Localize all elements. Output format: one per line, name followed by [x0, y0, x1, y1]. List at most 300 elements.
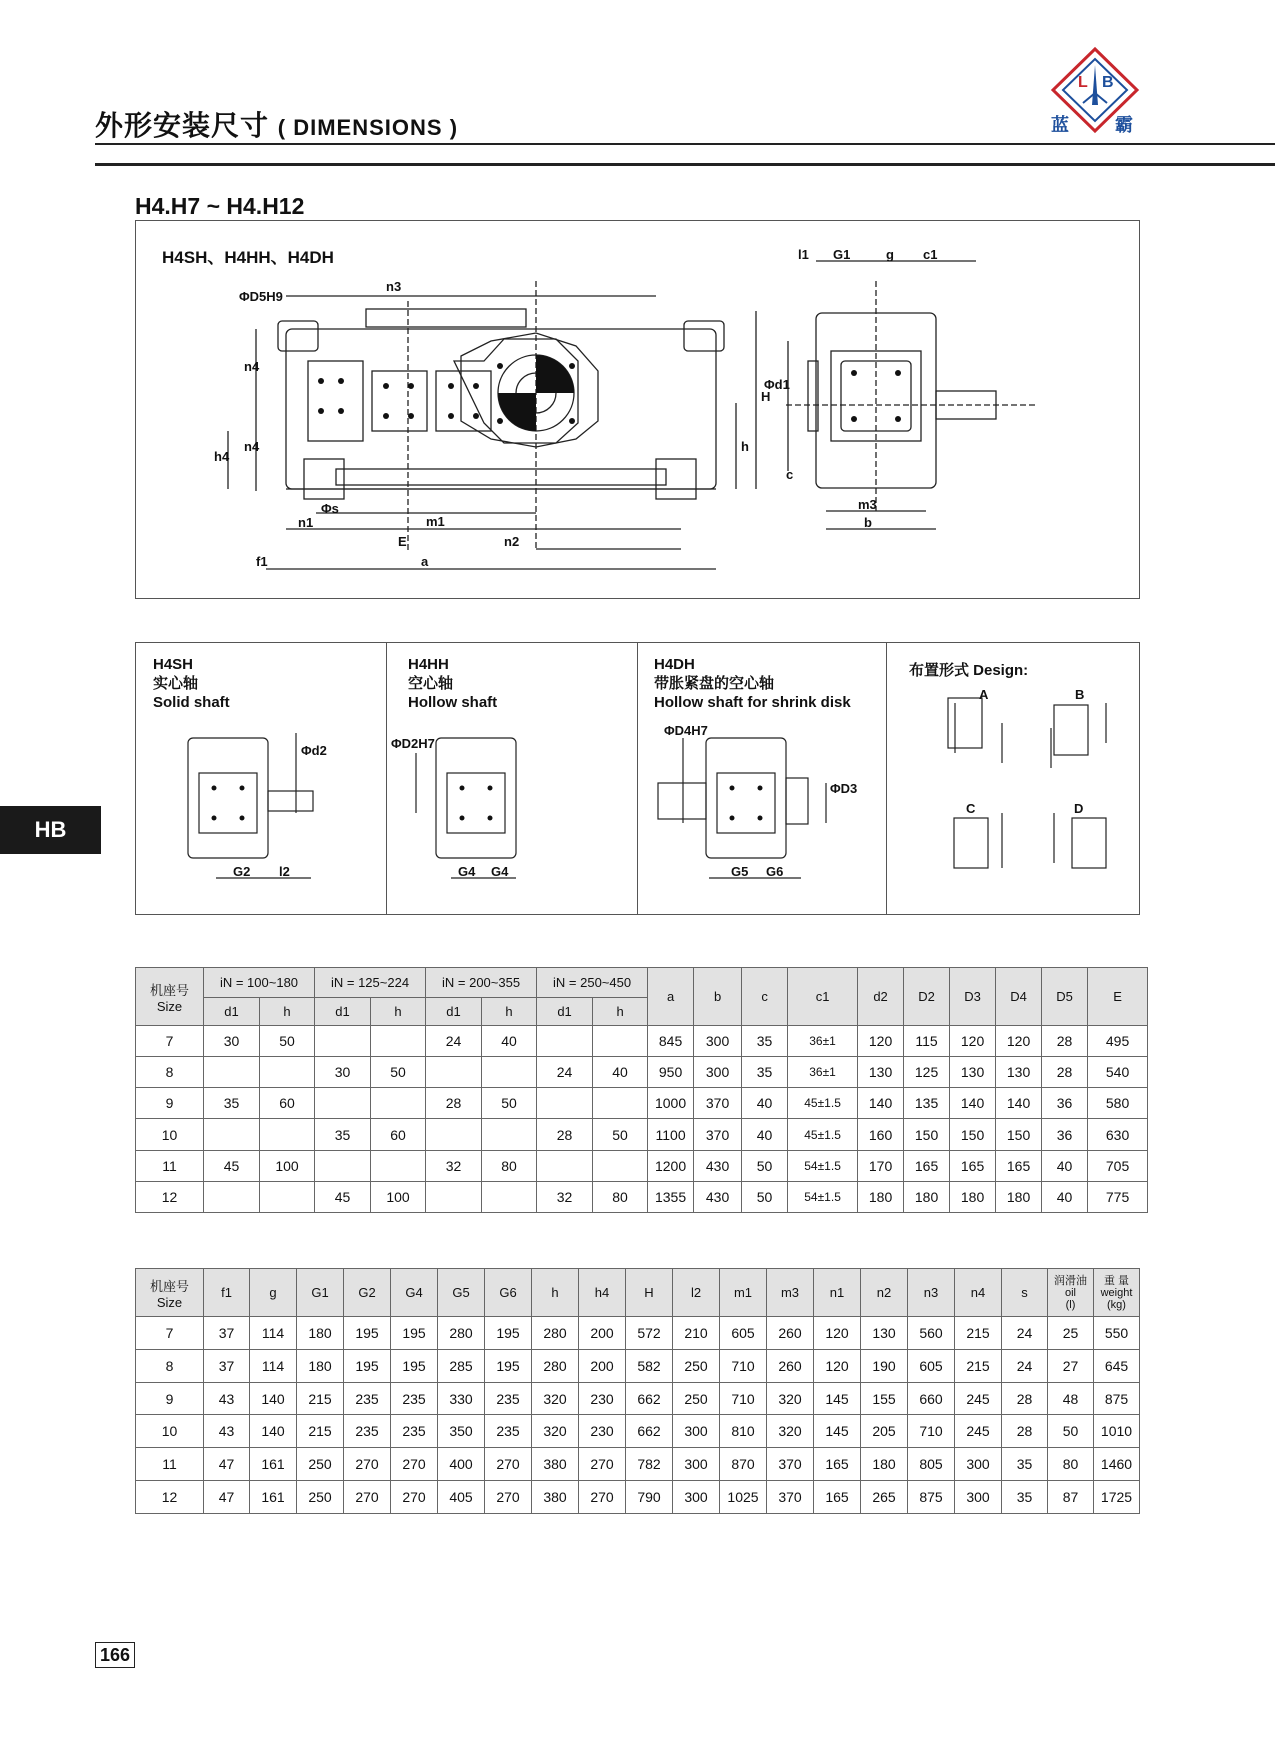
- table-cell: [593, 1088, 648, 1119]
- table-cell: 130: [858, 1057, 904, 1088]
- col-header: G6: [485, 1269, 532, 1317]
- panel-en: Hollow shaft for shrink disk: [654, 694, 851, 711]
- table-cell: 28: [1042, 1026, 1088, 1057]
- dimension-table-1: [135, 967, 1148, 1213]
- panel-cn: 带胀紧盘的空心轴: [654, 675, 775, 692]
- main-drawing: [135, 220, 1140, 599]
- table-cell: 320: [767, 1382, 814, 1415]
- table-cell: 120: [950, 1026, 996, 1057]
- table-cell: 28: [426, 1088, 482, 1119]
- table-cell: 370: [767, 1448, 814, 1481]
- dim-G1: G1: [833, 247, 851, 262]
- dim-D4H7: ΦD4H7: [664, 723, 708, 738]
- table-cell: 180: [996, 1181, 1042, 1212]
- table-row: [136, 1349, 1140, 1382]
- table-cell: 250: [673, 1382, 720, 1415]
- table-cell: 40: [593, 1057, 648, 1088]
- col-header: h4: [579, 1269, 626, 1317]
- table-cell: 32: [537, 1181, 593, 1212]
- table-cell: 875: [908, 1481, 955, 1514]
- dim-h: h: [741, 439, 749, 454]
- table-cell: [426, 1181, 482, 1212]
- drawing-label: H4SH、H4HH、H4DH: [162, 248, 334, 267]
- table-cell: [371, 1088, 426, 1119]
- dim-m3: m3: [858, 497, 877, 512]
- col-header: D4: [996, 968, 1042, 1026]
- table-cell: 170: [858, 1150, 904, 1181]
- table-cell: 380: [532, 1448, 579, 1481]
- table-cell: 260: [767, 1349, 814, 1382]
- table-cell: 28: [1042, 1057, 1088, 1088]
- table-cell: 37: [204, 1317, 250, 1350]
- col-header: n2: [861, 1269, 908, 1317]
- table-cell: [315, 1088, 371, 1119]
- table-cell: 80: [593, 1181, 648, 1212]
- table-cell: 25: [1048, 1317, 1094, 1350]
- table-cell: 235: [344, 1415, 391, 1448]
- col-header: G4: [391, 1269, 438, 1317]
- table-cell: 1460: [1094, 1448, 1140, 1481]
- page-number: 166: [95, 1642, 135, 1668]
- dim-G6: G6: [766, 864, 784, 879]
- header-rule-thin: [95, 143, 1275, 145]
- ratio-group-header: iN = 100~180: [204, 968, 315, 998]
- table-cell: 260: [767, 1317, 814, 1350]
- table-cell: [371, 1150, 426, 1181]
- table-cell: 380: [532, 1481, 579, 1514]
- table-cell: 180: [904, 1181, 950, 1212]
- col-header: f1: [204, 1269, 250, 1317]
- col-header: n1: [814, 1269, 861, 1317]
- table-cell: [537, 1088, 593, 1119]
- table-cell: 605: [908, 1349, 955, 1382]
- gearbox-drawing: [136, 221, 1139, 598]
- table-cell: 270: [391, 1481, 438, 1514]
- panel-design: 布置形式 Design:: [909, 662, 1029, 679]
- table-cell: 280: [438, 1317, 485, 1350]
- table-row: [136, 1317, 1140, 1350]
- table-cell: 50: [482, 1088, 537, 1119]
- table-cell: 215: [955, 1317, 1002, 1350]
- dim-h4: h4: [214, 449, 230, 464]
- dim-D5H9: ΦD5H9: [239, 289, 283, 304]
- dim-d2: Φd2: [301, 743, 327, 758]
- table-cell: 40: [1042, 1181, 1088, 1212]
- table-cell: [315, 1026, 371, 1057]
- svg-text:B: B: [1102, 74, 1114, 91]
- col-header: b: [694, 968, 742, 1026]
- table-cell: 270: [344, 1481, 391, 1514]
- table-cell: 250: [297, 1481, 344, 1514]
- table-1-body: [136, 1026, 1148, 1213]
- col-header: m3: [767, 1269, 814, 1317]
- table-cell: 235: [391, 1382, 438, 1415]
- table-cell: 560: [908, 1317, 955, 1350]
- table-cell: 35: [1002, 1448, 1048, 1481]
- panel-en: Solid shaft: [153, 694, 230, 711]
- table-cell: 120: [814, 1317, 861, 1350]
- table-cell: 195: [344, 1349, 391, 1382]
- dim-g: g: [886, 247, 894, 262]
- table-cell: 47: [204, 1481, 250, 1514]
- brand-logo: [1045, 45, 1145, 135]
- table-cell: 705: [1088, 1150, 1148, 1181]
- dim-n2: n2: [504, 534, 520, 549]
- table-cell: 180: [297, 1349, 344, 1382]
- col-header: s: [1002, 1269, 1048, 1317]
- table-cell: 155: [861, 1382, 908, 1415]
- table-2-body: [136, 1317, 1140, 1514]
- col-header: G5: [438, 1269, 485, 1317]
- table-cell: 710: [908, 1415, 955, 1448]
- table-cell: 1010: [1094, 1415, 1140, 1448]
- table-cell: 50: [371, 1057, 426, 1088]
- table-row: [136, 1119, 1148, 1150]
- table-cell: 48: [1048, 1382, 1094, 1415]
- panel-cn: 空心轴: [408, 675, 454, 692]
- table-cell: 350: [438, 1415, 485, 1448]
- table-cell: 50: [260, 1026, 315, 1057]
- table-cell: [260, 1119, 315, 1150]
- table-cell: 140: [858, 1088, 904, 1119]
- dimension-table-2: [135, 1268, 1140, 1514]
- table-cell: 200: [579, 1349, 626, 1382]
- table-cell: 845: [648, 1026, 694, 1057]
- table-cell: 950: [648, 1057, 694, 1088]
- table-cell: 150: [950, 1119, 996, 1150]
- table-cell: 28: [1002, 1415, 1048, 1448]
- table-cell: [537, 1150, 593, 1181]
- table-cell: 660: [908, 1382, 955, 1415]
- table-cell: 120: [814, 1349, 861, 1382]
- table-cell: 120: [858, 1026, 904, 1057]
- panel-en: Hollow shaft: [408, 694, 498, 711]
- dim-c1: c1: [923, 247, 938, 262]
- table-cell: 572: [626, 1317, 673, 1350]
- table-cell: 130: [861, 1317, 908, 1350]
- table-cell: [593, 1150, 648, 1181]
- size-cell: 8: [136, 1057, 204, 1088]
- table-cell: 36±1: [788, 1057, 858, 1088]
- table-cell: [426, 1057, 482, 1088]
- table-cell: 662: [626, 1415, 673, 1448]
- col-header: c: [742, 968, 788, 1026]
- table-cell: 200: [579, 1317, 626, 1350]
- table-cell: 215: [297, 1415, 344, 1448]
- dim-l2: l2: [279, 864, 290, 879]
- table-cell: 270: [579, 1481, 626, 1514]
- dim-E: E: [398, 534, 407, 549]
- table-cell: 270: [485, 1448, 532, 1481]
- table-cell: 35: [742, 1026, 788, 1057]
- title-cn: 外形安装尺寸: [95, 110, 270, 141]
- table-cell: 35: [1002, 1481, 1048, 1514]
- dim-m1: m1: [426, 514, 445, 529]
- table-cell: 790: [626, 1481, 673, 1514]
- table-cell: 300: [694, 1026, 742, 1057]
- oil-header: 润滑油 oil (l): [1048, 1269, 1094, 1317]
- dim-d1: Φd1: [764, 377, 790, 392]
- size-header: 机座号 Size: [136, 968, 204, 1026]
- arrangement-A: A: [979, 687, 989, 702]
- table-cell: 270: [579, 1448, 626, 1481]
- table-cell: 165: [996, 1150, 1042, 1181]
- table-cell: 36: [1042, 1119, 1088, 1150]
- table-cell: 43: [204, 1415, 250, 1448]
- table-cell: 100: [260, 1150, 315, 1181]
- table-cell: 235: [391, 1415, 438, 1448]
- table-cell: 45±1.5: [788, 1088, 858, 1119]
- sub-header: h: [260, 998, 315, 1026]
- col-header: D3: [950, 968, 996, 1026]
- sub-header: d1: [315, 998, 371, 1026]
- table-cell: 1100: [648, 1119, 694, 1150]
- table-cell: 36±1: [788, 1026, 858, 1057]
- col-header: a: [648, 968, 694, 1026]
- table-row: [136, 1181, 1148, 1212]
- table-cell: 45±1.5: [788, 1119, 858, 1150]
- size-cell: 9: [136, 1088, 204, 1119]
- table-row: [136, 1150, 1148, 1181]
- table-cell: 130: [950, 1057, 996, 1088]
- table-cell: 145: [814, 1382, 861, 1415]
- dim-n3: n3: [386, 279, 402, 294]
- table-cell: 300: [673, 1481, 720, 1514]
- table-cell: 280: [532, 1349, 579, 1382]
- table-cell: 582: [626, 1349, 673, 1382]
- table-cell: 130: [996, 1057, 1042, 1088]
- table-cell: [260, 1057, 315, 1088]
- series-subtitle: H4.H7 ~ H4.H12: [135, 193, 305, 219]
- table-cell: 165: [904, 1150, 950, 1181]
- table-row: [136, 1448, 1140, 1481]
- table-cell: 54±1.5: [788, 1150, 858, 1181]
- table-cell: 1725: [1094, 1481, 1140, 1514]
- dim-b: b: [864, 515, 872, 530]
- table-cell: 1200: [648, 1150, 694, 1181]
- sub-header: h: [593, 998, 648, 1026]
- table-row: [136, 1481, 1140, 1514]
- size-cell: 7: [136, 1317, 204, 1350]
- ratio-group-header: iN = 125~224: [315, 968, 426, 998]
- table-cell: 180: [861, 1448, 908, 1481]
- table-cell: 215: [297, 1382, 344, 1415]
- table-cell: 114: [250, 1349, 297, 1382]
- table-cell: 370: [767, 1481, 814, 1514]
- table-cell: [482, 1181, 537, 1212]
- table-cell: [204, 1057, 260, 1088]
- table-cell: 165: [814, 1448, 861, 1481]
- table-cell: [537, 1026, 593, 1057]
- variant-panels: [135, 642, 1140, 915]
- table-cell: 140: [950, 1088, 996, 1119]
- size-cell: 10: [136, 1415, 204, 1448]
- table-cell: [482, 1057, 537, 1088]
- table-cell: 230: [579, 1382, 626, 1415]
- table-cell: 140: [250, 1415, 297, 1448]
- table-cell: 270: [391, 1448, 438, 1481]
- table-cell: 235: [485, 1382, 532, 1415]
- table-cell: 47: [204, 1448, 250, 1481]
- table-cell: 24: [1002, 1317, 1048, 1350]
- table-row: [136, 1026, 1148, 1057]
- table-cell: 190: [861, 1349, 908, 1382]
- sub-header: d1: [537, 998, 593, 1026]
- table-cell: 50: [593, 1119, 648, 1150]
- dim-D3: ΦD3: [830, 781, 858, 796]
- dim-l1: l1: [798, 247, 809, 262]
- table-cell: 875: [1094, 1382, 1140, 1415]
- svg-text:L: L: [1078, 74, 1088, 91]
- table-cell: 125: [904, 1057, 950, 1088]
- table-cell: 24: [1002, 1349, 1048, 1382]
- size-cell: 7: [136, 1026, 204, 1057]
- table-cell: 180: [858, 1181, 904, 1212]
- table-cell: 245: [955, 1382, 1002, 1415]
- table-cell: 120: [996, 1026, 1042, 1057]
- table-cell: 1025: [720, 1481, 767, 1514]
- size-cell: 11: [136, 1150, 204, 1181]
- table-cell: 35: [204, 1088, 260, 1119]
- table-cell: 300: [694, 1057, 742, 1088]
- size-cell: 11: [136, 1448, 204, 1481]
- table-cell: 430: [694, 1150, 742, 1181]
- table-cell: 195: [485, 1317, 532, 1350]
- col-header: l2: [673, 1269, 720, 1317]
- table-cell: 300: [955, 1481, 1002, 1514]
- table-cell: 100: [371, 1181, 426, 1212]
- table-cell: 195: [391, 1349, 438, 1382]
- table-cell: 195: [485, 1349, 532, 1382]
- dim-c: c: [786, 467, 794, 482]
- table-cell: 400: [438, 1448, 485, 1481]
- table-cell: 37: [204, 1349, 250, 1382]
- panel-code: H4SH: [153, 656, 194, 673]
- col-header: n4: [955, 1269, 1002, 1317]
- col-header: d2: [858, 968, 904, 1026]
- table-cell: 160: [858, 1119, 904, 1150]
- table-cell: 605: [720, 1317, 767, 1350]
- col-header: c1: [788, 968, 858, 1026]
- header-rule-thick: [95, 163, 1275, 166]
- table-cell: [426, 1119, 482, 1150]
- table-cell: 80: [482, 1150, 537, 1181]
- table-cell: 1355: [648, 1181, 694, 1212]
- table-cell: 230: [579, 1415, 626, 1448]
- size-cell: 8: [136, 1349, 204, 1382]
- dim-a: a: [421, 554, 429, 569]
- table-cell: 50: [742, 1181, 788, 1212]
- col-header: n3: [908, 1269, 955, 1317]
- table-cell: 580: [1088, 1088, 1148, 1119]
- table-cell: 550: [1094, 1317, 1140, 1350]
- table-cell: 430: [694, 1181, 742, 1212]
- size-cell: 9: [136, 1382, 204, 1415]
- table-cell: [593, 1026, 648, 1057]
- table-row: [136, 1088, 1148, 1119]
- table-cell: 40: [742, 1119, 788, 1150]
- table-cell: 630: [1088, 1119, 1148, 1150]
- table-cell: 300: [673, 1448, 720, 1481]
- table-cell: 370: [694, 1119, 742, 1150]
- table-cell: 662: [626, 1382, 673, 1415]
- col-header: G1: [297, 1269, 344, 1317]
- col-header: h: [532, 1269, 579, 1317]
- dim-D2H7: ΦD2H7: [391, 736, 435, 751]
- panel-code: H4DH: [654, 656, 695, 673]
- table-cell: 150: [996, 1119, 1042, 1150]
- table-cell: 320: [532, 1415, 579, 1448]
- table-cell: 250: [297, 1448, 344, 1481]
- table-cell: 870: [720, 1448, 767, 1481]
- col-header: H: [626, 1269, 673, 1317]
- col-header: D5: [1042, 968, 1088, 1026]
- arrangement-D: D: [1074, 801, 1084, 816]
- table-cell: 24: [537, 1057, 593, 1088]
- dim-f1: f1: [256, 554, 268, 569]
- table-cell: 45: [315, 1181, 371, 1212]
- arrangement-C: C: [966, 801, 976, 816]
- table-cell: 540: [1088, 1057, 1148, 1088]
- table-cell: 405: [438, 1481, 485, 1514]
- table-cell: 165: [950, 1150, 996, 1181]
- table-cell: 35: [742, 1057, 788, 1088]
- table-cell: 180: [950, 1181, 996, 1212]
- table-cell: 270: [344, 1448, 391, 1481]
- col-header: E: [1088, 968, 1148, 1026]
- table-cell: 330: [438, 1382, 485, 1415]
- table-cell: 27: [1048, 1349, 1094, 1382]
- table-cell: 180: [297, 1317, 344, 1350]
- table-cell: 370: [694, 1088, 742, 1119]
- logo-text-left: 蓝: [1051, 115, 1069, 135]
- table-cell: 115: [904, 1026, 950, 1057]
- table-cell: 161: [250, 1448, 297, 1481]
- col-header: D2: [904, 968, 950, 1026]
- title-en: ( DIMENSIONS ): [277, 115, 459, 140]
- variant-drawings: [136, 643, 1139, 914]
- table-cell: 195: [391, 1317, 438, 1350]
- table-cell: 43: [204, 1382, 250, 1415]
- table-cell: 300: [955, 1448, 1002, 1481]
- col-header: G2: [344, 1269, 391, 1317]
- table-cell: 775: [1088, 1181, 1148, 1212]
- col-header: g: [250, 1269, 297, 1317]
- table-cell: 60: [260, 1088, 315, 1119]
- table-cell: 320: [532, 1382, 579, 1415]
- col-header: m1: [720, 1269, 767, 1317]
- table-cell: 195: [344, 1317, 391, 1350]
- table-cell: 285: [438, 1349, 485, 1382]
- table-row: [136, 1057, 1148, 1088]
- table-row: [136, 1382, 1140, 1415]
- arrangement-B: B: [1075, 687, 1085, 702]
- table-row: [136, 1415, 1140, 1448]
- table-cell: 140: [250, 1382, 297, 1415]
- dim-G4b: G4: [491, 864, 509, 879]
- table-cell: 205: [861, 1415, 908, 1448]
- table-cell: [315, 1150, 371, 1181]
- table-cell: 280: [532, 1317, 579, 1350]
- table-cell: 161: [250, 1481, 297, 1514]
- table-cell: 1000: [648, 1088, 694, 1119]
- size-cell: 12: [136, 1181, 204, 1212]
- table-cell: 28: [537, 1119, 593, 1150]
- panel-code: H4HH: [408, 656, 449, 673]
- table-cell: 36: [1042, 1088, 1088, 1119]
- table-cell: [371, 1026, 426, 1057]
- size-header: 机座号 Size: [136, 1269, 204, 1317]
